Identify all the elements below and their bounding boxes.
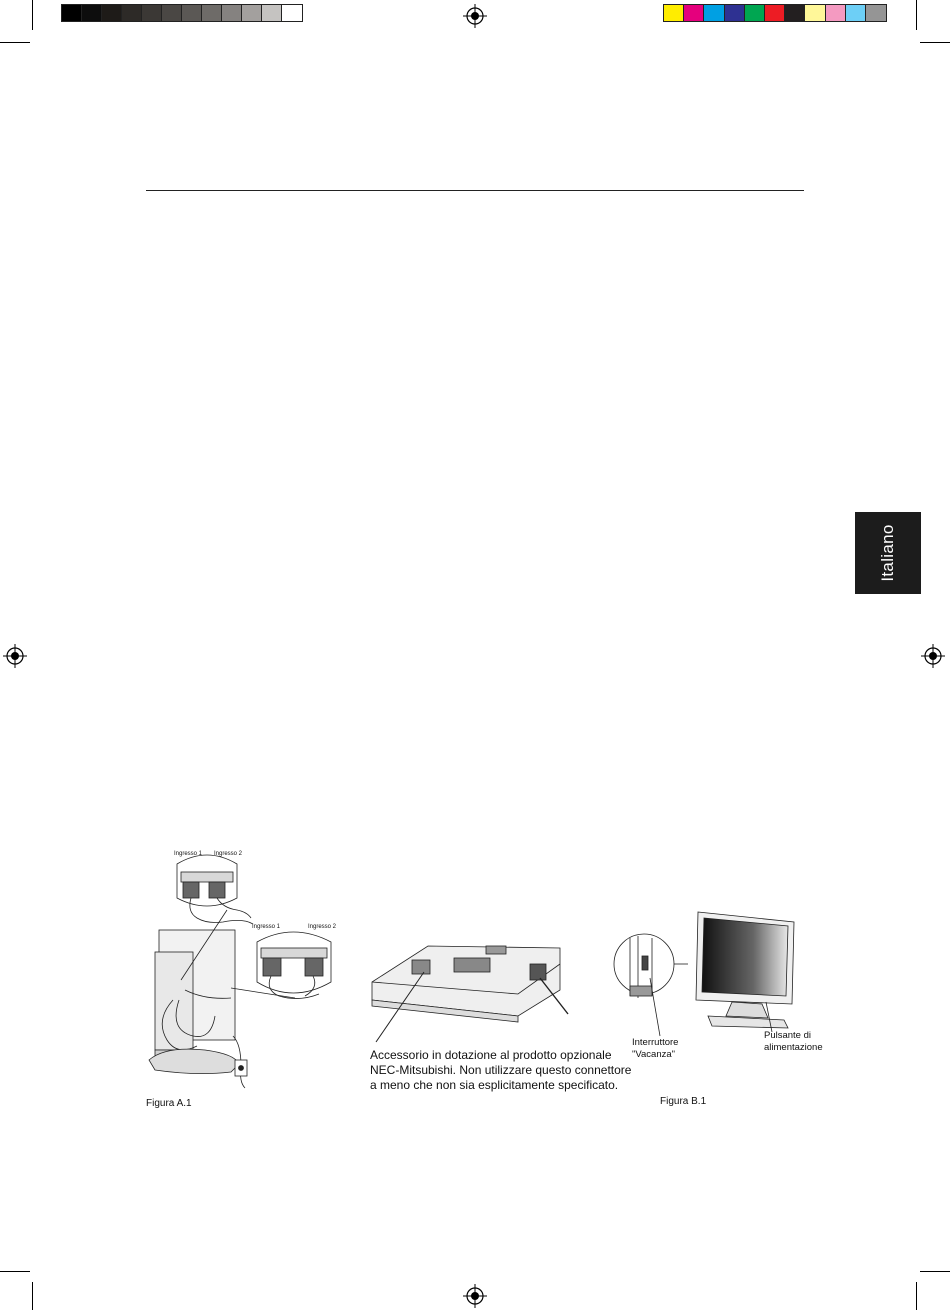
registration-target-icon xyxy=(921,644,945,668)
gray-swatch xyxy=(102,5,122,21)
color-swatch xyxy=(765,5,785,21)
language-tab xyxy=(855,512,921,594)
gray-swatch xyxy=(82,5,102,21)
figure-b1-caption: Figura B.1 xyxy=(660,1096,707,1107)
holiday-switch-label xyxy=(632,1037,678,1061)
color-swatch xyxy=(745,5,765,21)
gray-swatch xyxy=(162,5,182,21)
figure-a1-illustration xyxy=(145,850,350,1090)
gray-swatch xyxy=(182,5,202,21)
color-swatch xyxy=(866,5,886,21)
registration-target-icon xyxy=(463,4,487,28)
power-button-label-line: alimentazione xyxy=(764,1042,823,1053)
power-button-label xyxy=(764,1030,823,1054)
color-swatch xyxy=(725,5,745,21)
gray-swatch xyxy=(282,5,302,21)
color-swatch xyxy=(664,5,684,21)
note-line: a meno che non sia esplicitamente specificato. xyxy=(370,1078,619,1092)
color-swatch xyxy=(704,5,724,21)
holiday-switch-label-line: "Vacanza" xyxy=(632,1049,676,1060)
holiday-switch-label-line: Interruttore xyxy=(632,1037,679,1048)
color-swatch xyxy=(805,5,825,21)
figure-a1-mid-input2-label: Ingresso 2 xyxy=(308,924,337,930)
figure-b1-illustration xyxy=(612,908,802,1038)
color-swatch xyxy=(785,5,805,21)
gray-swatch xyxy=(202,5,222,21)
registration-target-icon xyxy=(3,644,27,668)
figure-a1-mid-input1-label: Ingresso 1 xyxy=(252,924,281,930)
gray-swatch xyxy=(62,5,82,21)
note-line: NEC-Mitsubishi. Non utilizzare questo connettore xyxy=(370,1063,632,1077)
figure-a1-top-input1-label: Ingresso 1 xyxy=(174,851,203,857)
power-button-label-line: Pulsante di xyxy=(764,1030,812,1041)
gray-swatch xyxy=(142,5,162,21)
figure-a1-top-input2-label: Ingresso 2 xyxy=(214,851,243,857)
connector-warning-note xyxy=(370,1048,631,1093)
monitor-underside-illustration xyxy=(368,938,573,1046)
language-tab-label: Italiano xyxy=(878,524,897,582)
note-line: Accessorio in dotazione al prodotto opzionale xyxy=(370,1048,612,1062)
gray-swatch xyxy=(242,5,262,21)
figure-a1-caption: Figura A.1 xyxy=(146,1098,192,1109)
gray-swatch xyxy=(262,5,282,21)
color-swatch xyxy=(826,5,846,21)
header-rule xyxy=(146,190,804,191)
color-swatch xyxy=(684,5,704,21)
gray-swatch xyxy=(222,5,242,21)
registration-target-icon xyxy=(463,1284,487,1308)
color-swatch xyxy=(846,5,866,21)
gray-swatch xyxy=(122,5,142,21)
